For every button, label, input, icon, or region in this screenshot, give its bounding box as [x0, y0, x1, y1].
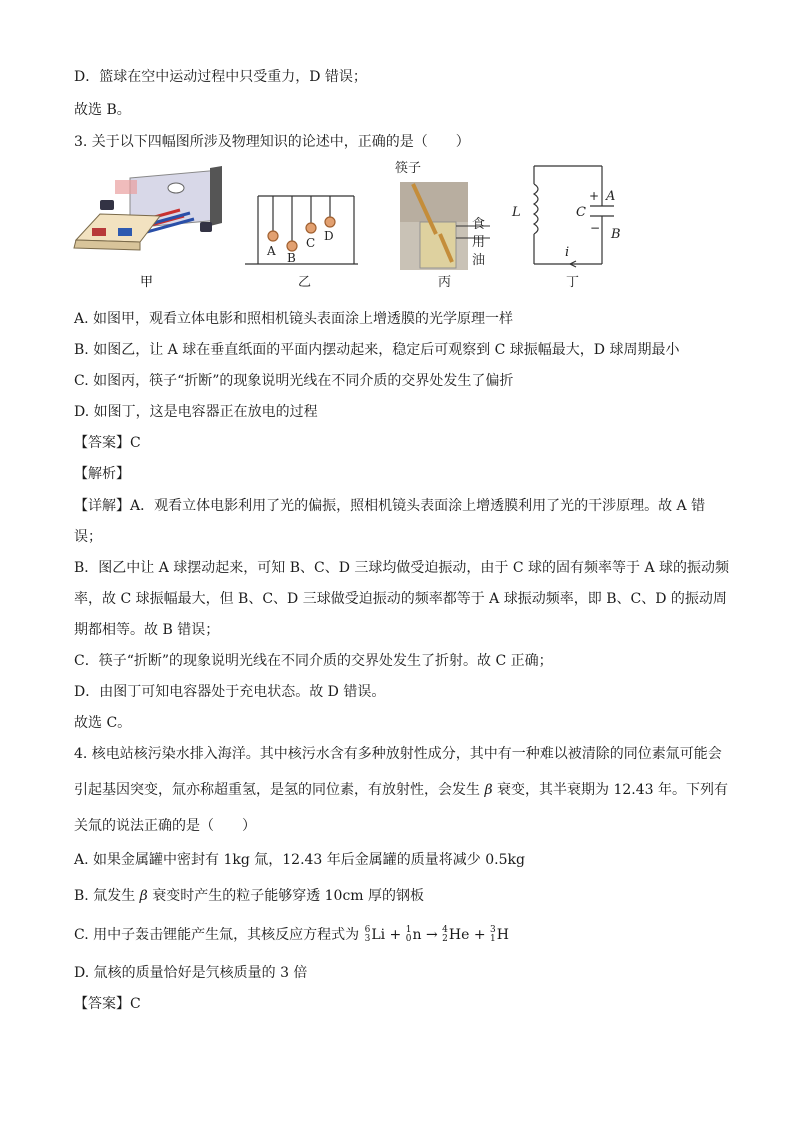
figure-row — [70, 158, 630, 293]
caption-jia: 甲 — [140, 275, 154, 290]
option-3d: D. 如图丁，这是电容器正在放电的过程 — [74, 404, 318, 420]
option-4d: D. 氚核的质量恰好是氕核质量的 3 倍 — [74, 965, 308, 981]
mass-number: 3 — [490, 925, 496, 935]
analysis-heading: 【解析】 — [74, 466, 130, 482]
atomic-number: 1 — [490, 934, 496, 944]
answer-4: 【答案】C — [74, 996, 141, 1012]
option-3a: A. 如图甲，观看立体电影和照相机镜头表面涂上增透膜的光学原理一样 — [74, 311, 514, 327]
mass-number: 1 — [405, 925, 412, 935]
question-4: 4. 核电站核污染水排入海洋。其中核污水含有多种放射性成分，其中有一种难以被清除的同位素氚可能会 — [74, 746, 722, 762]
element-h: H — [496, 927, 509, 943]
detail-line: D．由图丁可知电容器处于充电状态。故 D 错误。 — [74, 684, 386, 700]
label-oil-1: 食 — [472, 217, 486, 232]
nuclear-equation — [365, 926, 509, 944]
caption-yi: 乙 — [298, 275, 312, 290]
text-span: B. 氚发生 — [74, 888, 136, 904]
figure-ding — [534, 166, 614, 267]
particle-n: n — [412, 927, 422, 943]
figures-svg — [70, 158, 630, 293]
plus-sign: + — [473, 927, 486, 943]
question-4-line3: 关氚的说法正确的是（ ） — [74, 818, 256, 834]
label-plate-b: B — [611, 227, 621, 242]
beta-symbol: β — [139, 888, 148, 904]
text-span: 引起基因突变，氚亦称超重氢，是氢的同位素，有放射性，会发生 — [74, 782, 480, 798]
isotope-li — [365, 926, 371, 944]
atomic-number: 0 — [405, 934, 412, 944]
atomic-number: 3 — [364, 934, 371, 944]
plus-sign: + — [389, 927, 402, 943]
detail-line: 误； — [74, 529, 102, 545]
ball-label-d: D — [324, 229, 334, 243]
label-chopsticks: 筷子 — [395, 161, 422, 176]
label-minus: − — [590, 221, 601, 235]
answer-3: 【答案】C — [74, 435, 141, 451]
label-plate-a: A — [606, 189, 616, 204]
ball-label-b: B — [287, 251, 296, 265]
text-span: 衰变，其半衰期为 12.43 年。下列有 — [497, 782, 728, 798]
label-c: C — [576, 205, 586, 220]
label-current-i: i — [565, 245, 570, 260]
detail-line: 率，故 C 球振幅最大，但 B、C、D 三球做受迫振动的频率都等于 A 球振动频率，即 B、C、D 的振动周 — [74, 591, 727, 607]
detail-line: B．图乙中让 A 球摆动起来，可知 B、C、D 三球均做受迫振动，由于 C 球的固有频率等于 A 球的振动频 — [74, 560, 730, 576]
atomic-number: 2 — [442, 934, 448, 944]
question-4-line2 — [74, 779, 728, 799]
figure-jia — [74, 166, 222, 290]
label-oil-3: 油 — [472, 253, 486, 268]
isotope-he — [442, 926, 448, 944]
question-3: 3. 关于以下四幅图所涉及物理知识的论述中，正确的是（ ） — [74, 134, 470, 150]
mass-number: 4 — [442, 925, 448, 935]
ball-label-a: A — [267, 244, 276, 258]
isotope-h — [490, 926, 496, 944]
option-4c — [74, 924, 510, 944]
caption-bing: 丙 — [438, 275, 452, 290]
label-oil-2: 用 — [472, 235, 486, 250]
option-3c: C. 如图丙，筷子“折断”的现象说明光线在不同介质的交界处发生了偏折 — [74, 373, 514, 389]
beta-symbol: β — [484, 782, 493, 798]
text-line: 故选 B。 — [74, 102, 131, 118]
label-l: L — [512, 205, 521, 220]
mass-number: 6 — [364, 925, 371, 935]
element-he: He — [448, 927, 470, 943]
detail-line: 故选 C。 — [74, 715, 132, 731]
text-line: D．篮球在空中运动过程中只受重力，D 错误； — [74, 69, 367, 85]
detail-line: 【详解】A．观看立体电影利用了光的偏振，照相机镜头表面涂上增透膜利用了光的干涉原理。故 A 错 — [74, 498, 706, 514]
isotope-n — [406, 926, 412, 944]
reaction-arrow: → — [425, 927, 438, 943]
caption-ding: 丁 — [566, 275, 580, 290]
text-span: 衰变时产生的粒子能够穿透 10cm 厚的钢板 — [152, 888, 425, 904]
option-4a: A. 如果金属罐中密封有 1kg 氚，12.43 年后金属罐的质量将减少 0.5kg — [74, 852, 525, 868]
detail-line: C．筷子“折断”的现象说明光线在不同介质的交界处发生了折射。故 C 正确； — [74, 653, 553, 669]
element-li: Li — [371, 927, 386, 943]
text-span: C. 用中子轰击锂能产生氚，其核反应方程式为 — [74, 927, 360, 943]
detail-line: 期都相等。故 B 错误； — [74, 622, 220, 638]
ball-label-c: C — [306, 236, 316, 250]
figure-yi — [245, 196, 358, 264]
label-plus: + — [589, 189, 600, 203]
option-4b — [74, 885, 424, 905]
option-3b: B. 如图乙，让 A 球在垂直纸面的平面内摆动起来，稳定后可观察到 C 球振幅最大，D 球周期最小 — [74, 342, 680, 358]
